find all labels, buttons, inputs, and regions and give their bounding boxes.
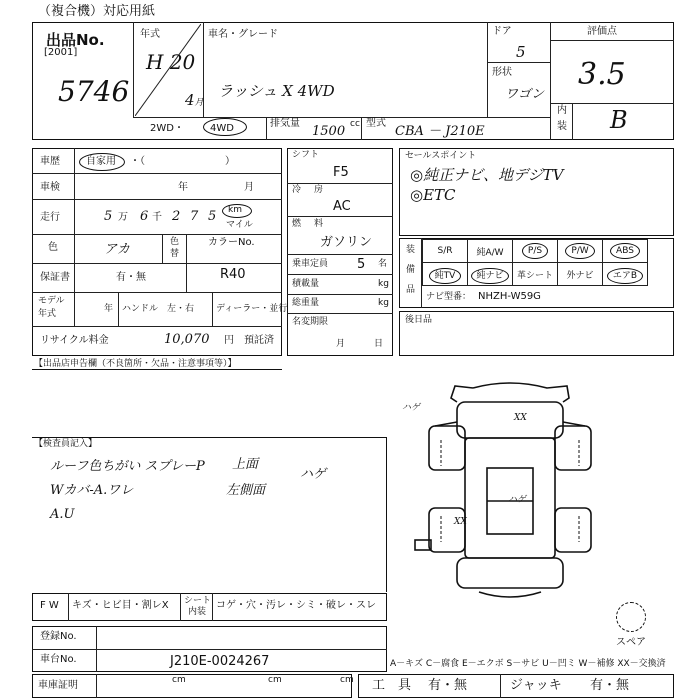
ac-label1: 冷	[292, 185, 302, 195]
spare-tire-icon	[616, 602, 646, 632]
mileage-d4: 7	[190, 209, 199, 224]
equip-tv: 純TV	[423, 263, 468, 286]
jack-label: ジャッキ	[510, 678, 562, 693]
equip-extnavi: 外ナビ	[558, 263, 603, 286]
mileage-d5: 5	[208, 209, 217, 224]
color-replace1: 色	[170, 237, 180, 247]
navi-label: ナビ型番：	[426, 292, 472, 302]
tools-value: 有・無	[428, 678, 468, 693]
cancel-day: 日	[374, 339, 384, 349]
capacity-label: 乗車定員	[292, 259, 329, 269]
defect-seat-labels: コゲ・穴・汚レ・シミ・破レ・スレ	[216, 600, 376, 611]
capacity-unit: 名	[378, 259, 388, 269]
notes-label: 後日品	[405, 315, 433, 325]
year-label: 年式	[140, 29, 160, 40]
carname-label: 車名・グレード	[208, 29, 278, 40]
spare-label: スペア	[616, 637, 646, 648]
modelyear-label2: 年式	[38, 309, 57, 319]
equipment-label-1: 装	[406, 245, 416, 255]
diagram-mark-hage-2: ハゲ	[508, 495, 527, 505]
color-code: R40	[220, 267, 246, 282]
recycle-unit: 円	[224, 335, 234, 346]
inspection-label: 車検	[40, 182, 60, 193]
equipment-label-3: 品	[406, 285, 416, 295]
carname-value: ラッシュ X 4WD	[218, 82, 335, 100]
inspector-label: 【検査員記入】	[34, 439, 98, 449]
defect-fw: F W	[40, 600, 59, 611]
bottom-row	[32, 674, 352, 698]
diagram-mark-xx-1: XX	[514, 413, 527, 423]
equip-leather: 革シート	[513, 263, 558, 286]
fuel-label1: 燃	[292, 219, 302, 229]
year-month: 4月	[185, 91, 204, 109]
defect-seat2: 内装	[188, 607, 207, 617]
equip-navi: 純ナビ	[468, 263, 513, 286]
mileage-d1: 5	[104, 209, 113, 224]
interior-label2: 装	[557, 121, 567, 132]
cancel-month: 月	[336, 339, 346, 349]
defect-labels: キズ・ヒビ目・割レX	[72, 600, 169, 611]
model-value: CBA － J210E	[395, 124, 485, 139]
seller-label: 【出品店申告欄（不良箇所・欠品・注意事項等）】	[34, 359, 237, 369]
modelyear-dealer: ディーラー・並行	[216, 304, 288, 314]
mileage-u2: 千	[152, 212, 162, 223]
color-replace2: 替	[170, 249, 180, 259]
recycle-note: 預託済	[244, 335, 274, 346]
doors-value: 5	[516, 43, 526, 61]
rating-value: 3.5	[578, 57, 626, 92]
cancel-label: 名変期限	[292, 317, 329, 327]
equip-abs: ABS	[603, 240, 648, 263]
spec-grid	[32, 148, 282, 356]
inspection-month: 月	[244, 182, 254, 193]
equip-airbag: エアB	[603, 263, 648, 286]
tools-label: 工 具	[372, 678, 412, 693]
lot-label: 出品No.	[46, 31, 105, 49]
equip-ps: P/S	[513, 240, 558, 263]
ac-value: AC	[333, 199, 351, 214]
mileage-label: 走行	[40, 212, 60, 223]
inspection-year: 年	[178, 182, 188, 193]
load-unit: kg	[378, 279, 389, 289]
displacement-unit: cc	[350, 119, 360, 129]
lot-number: 5746	[58, 75, 130, 108]
displacement-value: 1500	[312, 124, 346, 139]
defect-seat1: シート	[184, 596, 212, 606]
form-title: （複合機）対応用紙	[38, 4, 156, 19]
inspector-line2: Wカバ-A.ワレ	[50, 483, 134, 498]
displacement-label: 排気量	[270, 118, 300, 129]
rating-label: 評価点	[587, 26, 617, 37]
shift-value: F5	[333, 165, 349, 180]
recycle-value: 10,070	[164, 332, 210, 347]
gross-unit: kg	[378, 298, 389, 308]
garage-cm-2: cm	[268, 675, 282, 685]
history-selected: 自家用	[86, 156, 116, 167]
color-code-label: カラーNo.	[208, 237, 255, 248]
mileage-km: km	[228, 205, 242, 215]
chassis-label: 車台No.	[40, 654, 77, 665]
equipment-label-2: 備	[406, 265, 416, 275]
modelyear-year: 年	[104, 304, 114, 314]
mileage-mile: マイル	[226, 220, 253, 230]
capacity-value: 5	[357, 257, 366, 272]
ac-label2: 房	[314, 185, 324, 195]
inspector-right2: 左側面	[226, 483, 266, 498]
shift-label: シフト	[292, 150, 320, 160]
mileage-d3: 2	[172, 209, 181, 224]
load-label: 積載量	[292, 279, 320, 289]
modelyear-label1: モデル	[38, 296, 65, 306]
drive-options: 2WD・	[150, 123, 184, 134]
registration-label: 登録No.	[40, 631, 77, 642]
mileage-d2: 6	[140, 209, 149, 224]
inspector-line1: ルーフ色ちがい スプレーP	[50, 459, 205, 474]
sales-line1: ◎純正ナビ、地デジTV	[410, 166, 564, 184]
equip-sr: S/R	[423, 240, 468, 263]
year-value: H 20	[146, 50, 196, 74]
garage-label: 車庫証明	[38, 680, 78, 691]
equipment-table	[422, 239, 648, 286]
gross-label: 総重量	[292, 298, 320, 308]
doors-label: ドア	[492, 26, 512, 37]
sales-line2: ◎ETC	[410, 186, 456, 204]
lot-sub: [2001]	[44, 47, 78, 58]
navi-value: NHZH-W59G	[478, 291, 541, 302]
interior-label1: 内	[557, 105, 567, 116]
garage-cm-3: cm	[340, 675, 354, 685]
notes-box	[399, 311, 674, 356]
recycle-label: リサイクル料金	[40, 335, 109, 346]
inspector-line3: A.U	[50, 507, 75, 522]
history-label: 車歴	[40, 156, 60, 167]
drive-4wd: 4WD	[210, 123, 234, 134]
warranty-label: 保証書	[40, 272, 70, 283]
fuel-value: ガソリン	[320, 235, 373, 250]
sales-label: セールスポイント	[405, 151, 477, 161]
legend-text: A－キズ C－腐食 E－エクボ S－サビ U－凹ミ W－補修 XX－交換済	[390, 659, 666, 669]
diagram-mark-xx-2: XX	[454, 517, 467, 527]
color-label: 色	[48, 242, 58, 253]
jack-value: 有・無	[590, 678, 630, 693]
body-label: 形状	[492, 67, 512, 78]
body-value: ワゴン	[505, 87, 545, 102]
inspector-right1: 上面	[232, 457, 259, 472]
inspector-right3: ハゲ	[300, 467, 327, 482]
equip-aw: 純A/W	[468, 240, 513, 263]
garage-cm-1: cm	[172, 675, 186, 685]
fuel-label2: 料	[314, 219, 324, 229]
modelyear-handle: ハンドル 左・右	[122, 304, 195, 314]
equip-pw: P/W	[558, 240, 603, 263]
interior-value: B	[610, 106, 628, 134]
chassis-value: J210E-0024267	[170, 654, 270, 669]
color-value: アカ	[104, 242, 130, 257]
history-suffix: ・（ ）	[130, 156, 235, 167]
mileage-u1: 万	[118, 212, 128, 223]
diagram-mark-hage-1: ハゲ	[402, 403, 421, 413]
model-label: 型式	[366, 118, 386, 129]
car-diagram	[395, 378, 625, 608]
warranty-value: 有・無	[116, 272, 146, 283]
